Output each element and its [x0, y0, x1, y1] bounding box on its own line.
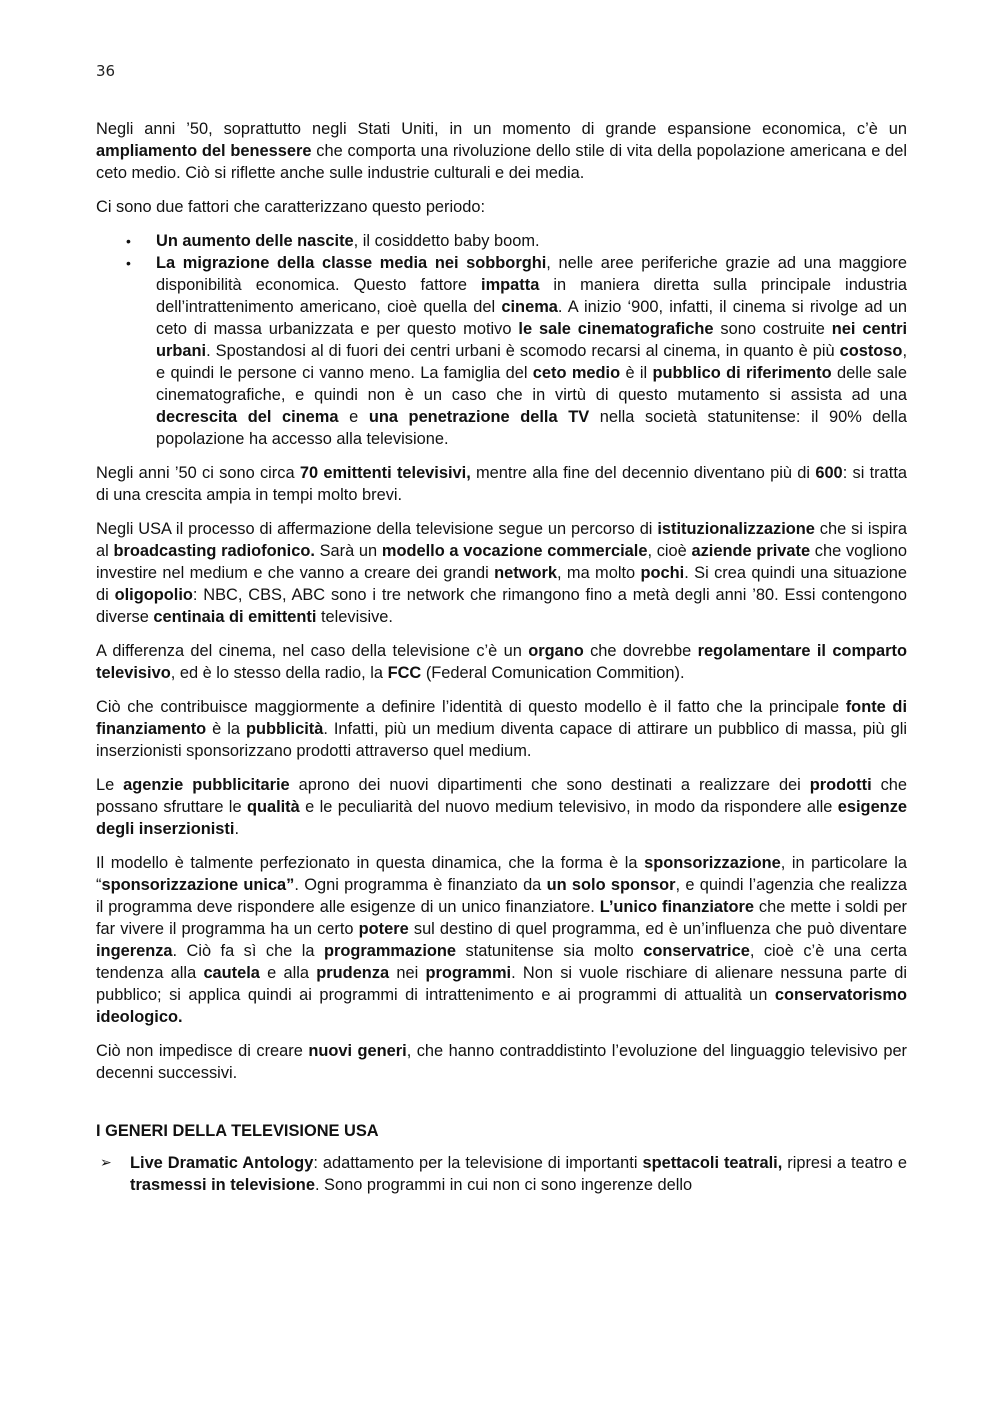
bold-text: Live Dramatic Antology	[130, 1154, 314, 1172]
bold-text: sponsorizzazione unica”	[101, 876, 295, 894]
bold-text: 70 emittenti televisivi,	[299, 464, 471, 482]
bold-text: broadcasting radiofonico.	[113, 542, 315, 560]
bold-text: trasmessi in televisione	[130, 1176, 315, 1194]
paragraph: Le agenzie pubblicitarie aprono dei nuovi dipartimenti che sono destinati a realizzare dei prodotti che possano sfruttare le qualità e le peculiarità del nuovo medium televisivo, in modo da rispondere alle esigenze degli inserzionisti.	[96, 776, 908, 838]
bold-text: conservatrice	[643, 942, 750, 960]
paragraph: Negli anni ’50, soprattutto negli Stati Uniti, in un momento di grande espansione economica, c’è un ampliamento del benessere che comporta una rivoluzione dello stile di vita della popolazione americana e del ceto medio. Ciò si riflette anche sulle industrie culturali e dei media.	[96, 120, 908, 182]
bold-text: agenzie pubblicitarie	[123, 776, 290, 794]
bold-text: nei centri urbani	[156, 320, 907, 360]
section-heading: I GENERI DELLA TELEVISIONE USA	[96, 1122, 379, 1140]
arrow-bullet-icon: ➢	[100, 1155, 112, 1171]
bold-text: modello a vocazione commerciale	[381, 542, 648, 560]
bold-text: fonte di finanziamento	[96, 698, 907, 738]
bold-text: cautela	[203, 964, 260, 982]
bold-text: pubblico di riferimento	[652, 364, 832, 382]
bold-text: potere	[358, 920, 409, 938]
bold-text: ingerenza	[96, 942, 173, 960]
paragraph: Ci sono due fattori che caratterizzano questo periodo:	[96, 198, 486, 216]
bold-text: decrescita del cinema	[156, 408, 339, 426]
bold-text: programmi	[425, 964, 512, 982]
bullet-text: Un aumento delle nascite, il cosiddetto baby boom.	[156, 232, 540, 250]
bold-text: sponsorizzazione	[644, 854, 781, 872]
bold-text: conservatorismo ideologico.	[96, 986, 907, 1026]
bold-text: pubblicità	[245, 720, 324, 738]
paragraph: Ciò che contribuisce maggiormente a definire l’identità di questo modello è il fatto che la principale fonte di finanziamento è la pubblicità. Infatti, più un medium diventa capace di attirare un pubblico di massa, più gli inserzionisti sponsorizzano prodotti attraverso quel medium.	[96, 698, 907, 760]
bullet-item	[96, 252, 907, 450]
bold-text: esigenze degli inserzionisti	[96, 798, 908, 838]
bold-text: organo	[528, 642, 584, 660]
bold-text: Un aumento delle nascite	[156, 232, 354, 250]
bold-text: La migrazione della classe media nei sobborghi	[156, 254, 547, 272]
bold-text: le sale cinematografiche	[518, 320, 714, 338]
bold-text: impatta	[481, 276, 540, 294]
bold-text: ceto medio	[532, 364, 621, 382]
bold-text: network	[494, 564, 557, 582]
document-body	[96, 118, 907, 1196]
bold-text: regolamentare il comparto televisivo	[96, 642, 907, 682]
paragraph: Negli USA il processo di affermazione della televisione segue un percorso di istituzionalizzazione che si ispira al broadcasting radiofonico. Sarà un modello a vocazione commerciale, cioè aziende private che vogliono investire nel medium e che vanno a creare dei grandi network, ma molto pochi. Si crea quindi una situazione di oligopolio: NBC, CBS, ABC sono i tre network che rimangono fino a metà degli anni ’80. Essi contengono diverse centinaia di emittenti televisive.	[96, 520, 908, 626]
paragraph: A differenza del cinema, nel caso della televisione c’è un organo che dovrebbe regolamentare il comparto televisivo, ed è lo stesso della radio, la FCC (Federal Comunication Commition).	[96, 642, 907, 682]
bold-text: 600	[815, 464, 843, 482]
paragraph: Ciò non impedisce di creare nuovi generi, che hanno contraddistinto l’evoluzione del linguaggio televisivo per decenni successivi.	[96, 1042, 908, 1082]
bold-text: prudenza	[316, 964, 390, 982]
bullet-marker: •	[126, 233, 131, 249]
bold-text: un solo sponsor	[546, 876, 676, 894]
arrow-item	[96, 1152, 907, 1196]
bullet-item	[96, 230, 907, 252]
bold-text: cinema	[501, 298, 558, 316]
bold-text: prodotti	[809, 776, 872, 794]
paragraph: Il modello è talmente perfezionato in questa dinamica, che la forma è la sponsorizzazione, in particolare la “sponsorizzazione unica”. Ogni programma è finanziato da un solo sponsor, e quindi l’agenzia che realizza il programma deve rispondere alle esigenze di un unico finanziatore. L’unico finanziatore che mette i soldi per far vivere il programma ha un certo potere sul destino di quel programma, ed è un’influenza che può diventare ingerenza. Ciò fa sì che la programmazione statunitense sia molto conservatrice, cioè c’è una certa tendenza alla cautela e alla prudenza nei programmi. Non si vuole rischiare di alienare nessuna parte di pubblico; si applica quindi ai programmi di intrattenimento e ai programmi di attualità un conservatorismo ideologico.	[96, 854, 908, 1026]
bold-text: ampliamento del benessere	[96, 142, 312, 160]
bullet-text: La migrazione della classe media nei sobborghi, nelle aree periferiche grazie ad una maggiore disponibilità economica. Questo fattore impatta in maniera diretta sulla principale industria dell’intrattenimento americano, cioè quella del cinema. A inizio ‘900, infatti, il cinema si rivolge ad un ceto di massa urbanizzata e per questo motivo le sale cinematografiche sono costruite nei centri urbani. Spostandosi al di fuori dei centri urbani è scomodo recarsi al cinema, in quanto è più costoso, e quindi le persone ci vanno meno. La famiglia del ceto medio è il pubblico di riferimento delle sale cinematografiche, e quindi non è un caso che in virtù di questo mutamento si assista ad una decrescita del cinema e una penetrazione della TV nella società statunitense: il 90% della popolazione ha accesso alla televisione.	[156, 254, 908, 448]
bullet-list	[96, 230, 907, 450]
bold-text: costoso	[839, 342, 903, 360]
page-number: 36	[96, 62, 116, 80]
bold-text: aziende private	[691, 542, 811, 560]
bold-text: FCC	[387, 664, 422, 682]
bold-text: istituzionalizzazione	[657, 520, 815, 538]
arrow-item-text: Live Dramatic Antology: adattamento per la televisione di importanti spettacoli teatrali, ripresi a teatro e trasmessi in televisione. Sono programmi in cui non ci sono ingerenze dello	[130, 1154, 907, 1194]
bold-text: oligopolio	[114, 586, 193, 604]
bold-text: nuovi generi	[308, 1042, 407, 1060]
bold-text: qualità	[246, 798, 300, 816]
bullet-marker: •	[126, 255, 131, 271]
bold-text: centinaia di emittenti	[153, 608, 317, 626]
paragraph: Negli anni ’50 ci sono circa 70 emittenti televisivi, mentre alla fine del decennio diventano più di 600: si tratta di una crescita ampia in tempi molto brevi.	[96, 464, 907, 504]
bold-text: programmazione	[323, 942, 457, 960]
bold-text: spettacoli teatrali,	[642, 1154, 783, 1172]
bold-text: L’unico finanziatore	[599, 898, 755, 916]
bold-text: pochi	[640, 564, 685, 582]
bold-text: una penetrazione della TV	[368, 408, 590, 426]
arrow-list	[96, 1152, 907, 1196]
